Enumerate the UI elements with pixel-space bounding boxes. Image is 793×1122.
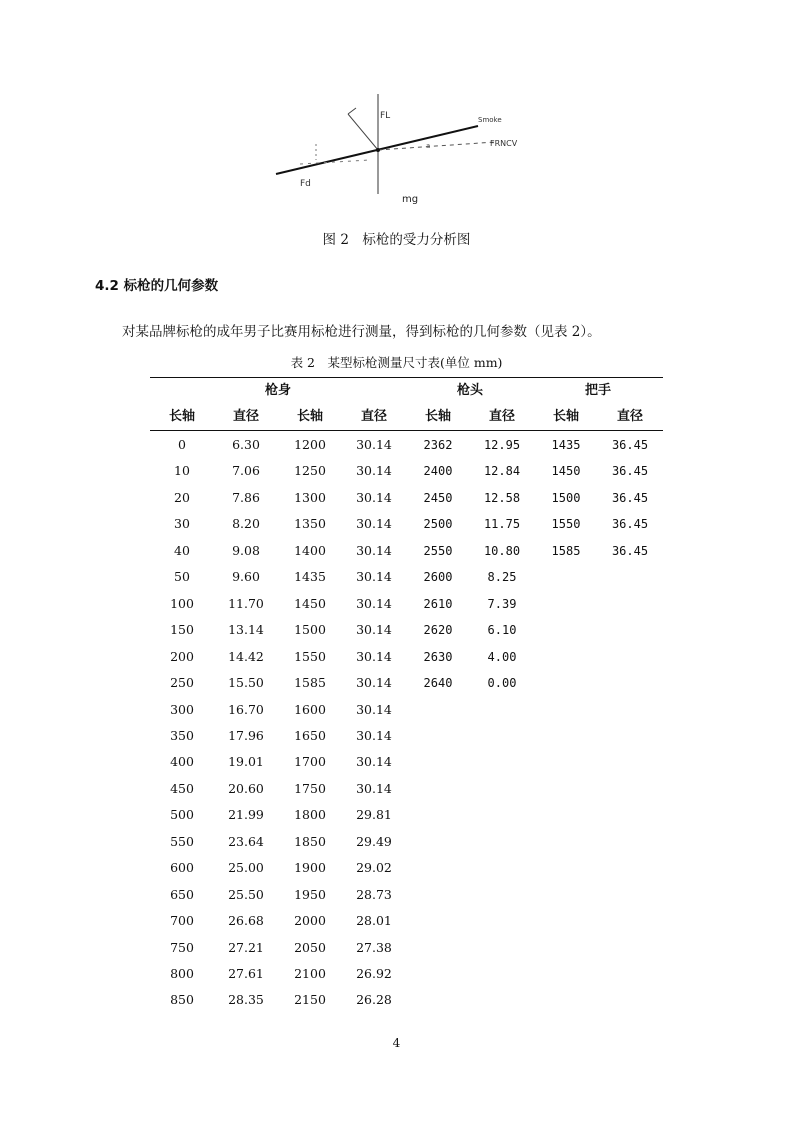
table-cell-shaft-axis-1: 40	[174, 542, 190, 558]
table-cell-shaft-axis-1: 0	[178, 437, 186, 452]
table-cell-grip-axis: 1500	[551, 490, 581, 505]
table-cell-shaft-axis-2: 2150	[294, 992, 326, 1008]
table-cell-shaft-diam-2: 30.14	[356, 754, 392, 770]
table-cell-head-axis: 2500	[423, 517, 453, 532]
table-cell-shaft-diam-1: 13.14	[228, 622, 264, 638]
table-cell-shaft-axis-1: 400	[170, 754, 194, 770]
group-header-shaft: 枪身	[264, 383, 291, 398]
table-cell-shaft-axis-1: 300	[170, 701, 194, 717]
table-cell-shaft-axis-2: 1250	[294, 463, 326, 479]
table-cell-head-axis: 2450	[423, 490, 453, 505]
table-cell-head-diam: 10.80	[483, 543, 521, 558]
table-cell-shaft-axis-1: 650	[170, 886, 194, 902]
sub-header-grip-axis: 长轴	[552, 409, 579, 424]
force-diagram	[270, 92, 550, 204]
table-cell-shaft-axis-1: 350	[170, 727, 194, 743]
table-cell-shaft-axis-1: 700	[170, 913, 194, 929]
table-cell-shaft-axis-2: 2050	[294, 939, 326, 955]
table-cell-shaft-axis-1: 450	[170, 780, 194, 796]
table-cell-head-diam: 8.25	[487, 570, 517, 585]
table-cell-head-diam: 0.00	[487, 676, 517, 691]
table-cell-shaft-axis-2: 1435	[294, 569, 326, 585]
table-cell-shaft-diam-2: 26.92	[356, 966, 392, 981]
table-cell-shaft-diam-1: 9.08	[232, 542, 260, 558]
table-cell-shaft-diam-2: 27.38	[356, 939, 392, 955]
table-cell-shaft-axis-2: 1585	[294, 675, 326, 691]
table-cell-grip-axis: 1550	[551, 517, 581, 532]
table-cell-grip-diam: 36.45	[611, 438, 649, 452]
table-cell-shaft-axis-1: 150	[170, 622, 194, 638]
table-cell-shaft-diam-1: 17.96	[228, 727, 264, 743]
table-cell-shaft-diam-1: 7.06	[232, 463, 260, 479]
table-cell-shaft-axis-1: 30	[174, 516, 190, 532]
table-cell-grip-axis: 1450	[551, 464, 581, 479]
table-cell-grip-diam: 36.45	[611, 464, 649, 479]
sub-header-grip-diam: 直径	[616, 409, 643, 424]
table-cell-shaft-axis-2: 2000	[294, 913, 326, 929]
table-cell-shaft-axis-2: 1950	[294, 886, 326, 902]
table-cell-grip-axis: 1435	[551, 438, 581, 452]
table-cell-shaft-diam-2: 28.01	[356, 913, 392, 929]
table-cell-shaft-diam-1: 27.61	[228, 966, 264, 981]
table-header-rule	[150, 430, 663, 431]
table-cell-shaft-axis-1: 10	[174, 463, 190, 479]
table-cell-shaft-diam-2: 29.49	[356, 833, 392, 849]
table-cell-shaft-diam-1: 21.99	[228, 807, 264, 823]
drag-label: Fd	[300, 179, 311, 189]
table-cell-shaft-diam-2: 30.14	[356, 569, 392, 585]
table-cell-shaft-diam-1: 26.68	[228, 913, 264, 929]
table-cell-shaft-diam-2: 30.14	[356, 595, 392, 611]
table-cell-shaft-axis-2: 1450	[294, 595, 326, 611]
sub-header-shaft-diam-2: 直径	[360, 409, 387, 424]
table-cell-shaft-axis-1: 550	[170, 833, 194, 849]
table-cell-shaft-diam-1: 8.20	[232, 516, 260, 532]
table-cell-shaft-axis-1: 600	[170, 860, 194, 876]
table-cell-shaft-diam-2: 30.14	[356, 489, 392, 505]
table-cell-shaft-axis-2: 1900	[294, 860, 326, 876]
table-cell-shaft-diam-2: 30.14	[356, 648, 392, 664]
table-cell-shaft-diam-2: 30.14	[356, 727, 392, 743]
force-diagram-figure	[270, 92, 550, 204]
section-heading: 4.2 标枪的几何参数	[95, 278, 219, 294]
sub-header-head-diam: 直径	[488, 409, 515, 424]
table-cell-head-diam: 11.75	[483, 517, 521, 532]
table-cell-shaft-diam-1: 6.30	[232, 437, 260, 452]
table-cell-shaft-axis-2: 1850	[294, 833, 326, 849]
table-cell-shaft-diam-2: 30.14	[356, 622, 392, 638]
table-cell-shaft-diam-1: 23.64	[228, 833, 264, 849]
angle-label: a	[426, 142, 431, 150]
gravity-label: mg	[402, 194, 419, 204]
lift-vector	[348, 114, 378, 150]
table-cell-head-axis: 2550	[423, 543, 453, 558]
table-cell-shaft-axis-1: 20	[174, 489, 190, 505]
table-cell-grip-diam: 36.45	[611, 490, 649, 505]
table-cell-shaft-diam-2: 30.14	[356, 542, 392, 558]
wind-label: Smoke	[478, 116, 502, 124]
table-cell-shaft-axis-1: 250	[170, 675, 194, 691]
sub-header-shaft-diam-1: 直径	[232, 409, 259, 424]
table-cell-head-diam: 4.00	[487, 649, 517, 664]
table-cell-shaft-axis-2: 1500	[294, 622, 326, 638]
figure-caption: 图 2 标枪的受力分析图	[322, 232, 471, 248]
table-cell-shaft-diam-1: 19.01	[228, 754, 264, 770]
table-cell-head-axis: 2620	[423, 623, 453, 638]
table-cell-shaft-diam-1: 20.60	[228, 780, 264, 796]
center-of-mass-dot	[376, 148, 380, 152]
table-cell-shaft-axis-2: 2100	[294, 966, 326, 981]
table-cell-shaft-axis-2: 1300	[294, 489, 326, 505]
table-cell-head-axis: 2600	[423, 570, 453, 585]
table-cell-shaft-diam-2: 29.02	[356, 860, 392, 876]
sub-header-shaft-axis-1: 长轴	[168, 409, 195, 424]
force-right-label: FRNCV	[490, 139, 518, 148]
sub-header-shaft-axis-2: 长轴	[296, 409, 323, 424]
table-cell-grip-diam: 36.45	[611, 543, 649, 558]
group-header-head: 枪头	[456, 383, 483, 398]
table-cell-head-diam: 12.58	[483, 490, 521, 505]
table-cell-shaft-axis-2: 1550	[294, 648, 326, 664]
page-number: 4	[392, 1036, 401, 1050]
table-cell-grip-diam: 36.45	[611, 517, 649, 532]
table-cell-shaft-diam-1: 7.86	[232, 489, 260, 505]
table-cell-shaft-diam-2: 26.28	[356, 992, 392, 1008]
table-cell-shaft-axis-2: 1350	[294, 516, 326, 532]
table-cell-shaft-diam-2: 30.14	[356, 516, 392, 532]
lift-label: FL	[380, 111, 391, 121]
table-cell-head-axis: 2362	[423, 438, 453, 452]
table-cell-shaft-axis-2: 1700	[294, 754, 326, 770]
table-cell-shaft-diam-1: 15.50	[228, 675, 264, 691]
table-cell-shaft-diam-2: 30.14	[356, 675, 392, 691]
table-cell-shaft-diam-2: 29.81	[356, 807, 392, 823]
table-cell-shaft-axis-1: 50	[174, 569, 190, 585]
intro-paragraph: 对某品牌标枪的成年男子比赛用标枪进行测量，得到标枪的几何参数（见表 2）。	[122, 324, 601, 340]
table-cell-shaft-axis-2: 1200	[294, 437, 326, 452]
table-cell-shaft-diam-1: 27.21	[228, 939, 264, 955]
table-cell-shaft-axis-1: 100	[170, 595, 194, 611]
table-cell-shaft-axis-2: 1800	[294, 807, 326, 823]
table-cell-head-axis: 2610	[423, 596, 453, 611]
table-cell-head-axis: 2640	[423, 676, 453, 691]
table-cell-shaft-diam-2: 30.14	[356, 437, 392, 452]
table-caption: 表 2 某型标枪测量尺寸表(单位 mm)	[290, 355, 503, 370]
lift-vector-tip	[348, 108, 356, 114]
table-cell-shaft-axis-2: 1650	[294, 727, 326, 743]
group-header-grip: 把手	[584, 383, 611, 398]
table-top-rule	[150, 377, 663, 378]
table-cell-head-diam: 7.39	[487, 596, 517, 611]
table-cell-shaft-axis-1: 500	[170, 807, 194, 823]
table-cell-shaft-diam-1: 9.60	[232, 569, 260, 585]
table-cell-shaft-diam-2: 30.14	[356, 780, 392, 796]
sub-header-head-axis: 长轴	[424, 409, 451, 424]
table-cell-shaft-axis-2: 1400	[294, 542, 326, 558]
table-cell-shaft-diam-2: 30.14	[356, 701, 392, 717]
table-cell-head-axis: 2630	[423, 649, 453, 664]
table-cell-shaft-diam-1: 14.42	[228, 648, 264, 664]
table-cell-head-diam: 12.95	[483, 438, 521, 452]
table-cell-shaft-axis-1: 750	[170, 939, 194, 955]
table-cell-shaft-axis-2: 1600	[294, 701, 326, 717]
table-cell-shaft-axis-2: 1750	[294, 780, 326, 796]
table-cell-shaft-diam-2: 30.14	[356, 463, 392, 479]
table-cell-shaft-axis-1: 800	[170, 966, 194, 981]
table-cell-head-axis: 2400	[423, 464, 453, 479]
table-cell-shaft-diam-1: 25.50	[228, 886, 264, 902]
table-cell-shaft-diam-2: 28.73	[356, 886, 392, 902]
table-cell-shaft-diam-1: 16.70	[228, 701, 264, 717]
table-cell-shaft-diam-1: 11.70	[228, 595, 264, 611]
table-cell-shaft-axis-1: 850	[170, 992, 194, 1008]
table-cell-head-diam: 12.84	[483, 464, 521, 479]
table-cell-head-diam: 6.10	[487, 623, 517, 638]
table-cell-shaft-diam-1: 25.00	[228, 860, 264, 876]
table-cell-shaft-diam-1: 28.35	[228, 992, 264, 1008]
table-cell-grip-axis: 1585	[551, 543, 581, 558]
table-cell-shaft-axis-1: 200	[170, 648, 194, 664]
